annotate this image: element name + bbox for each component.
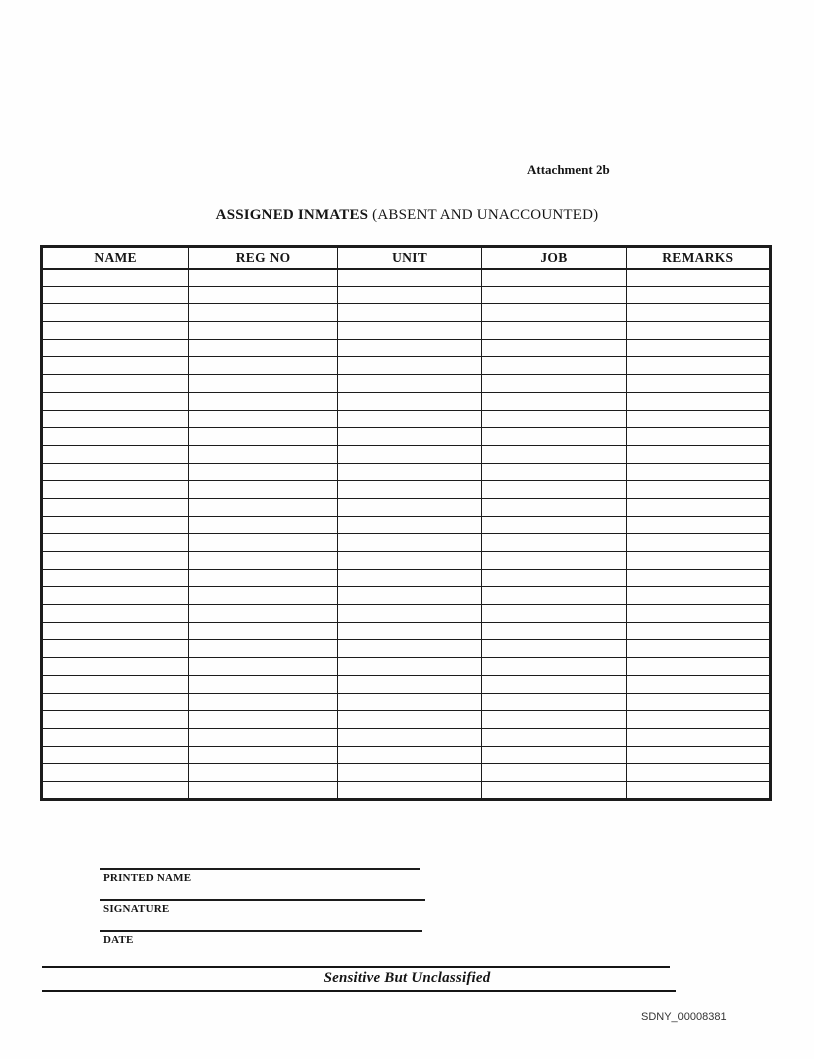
table-cell: [482, 658, 626, 676]
table-cell: [42, 658, 189, 676]
table-cell: [42, 693, 189, 711]
date-line: [100, 930, 422, 932]
table-cell: [482, 622, 626, 640]
table-cell: [626, 781, 770, 799]
table-cell: [42, 622, 189, 640]
table-cell: [42, 640, 189, 658]
table-cell: [189, 516, 338, 534]
table-cell: [189, 498, 338, 516]
table-cell: [337, 711, 481, 729]
table-cell: [626, 463, 770, 481]
table-cell: [626, 746, 770, 764]
table-cell: [626, 357, 770, 375]
table-cell: [42, 711, 189, 729]
table-cell: [626, 498, 770, 516]
table-cell: [337, 569, 481, 587]
table-cell: [482, 463, 626, 481]
sensitivity-banner: Sensitive But Unclassified: [323, 970, 491, 986]
table-cell: [626, 481, 770, 499]
table-cell: [189, 304, 338, 322]
page-title-bold: ASSIGNED INMATES: [215, 207, 369, 223]
table-cell: [482, 693, 626, 711]
table-cell: [189, 339, 338, 357]
table-cell: [42, 728, 189, 746]
page-title-rest: (ABSENT AND UNACCOUNTED): [368, 207, 599, 223]
bates-number: SDNY_00008381: [641, 1011, 727, 1023]
table-cell: [42, 392, 189, 410]
table-cell: [42, 746, 189, 764]
table-row: [42, 658, 771, 676]
table-cell: [337, 410, 481, 428]
table-cell: [626, 640, 770, 658]
table-cell: [337, 764, 481, 782]
table-cell: [337, 428, 481, 446]
table-cell: [42, 534, 189, 552]
table-cell: [337, 746, 481, 764]
table-row: [42, 339, 771, 357]
printed-name-label: PRINTED NAME: [103, 872, 192, 884]
table-cell: [42, 428, 189, 446]
table-row: [42, 569, 771, 587]
table-row: [42, 781, 771, 799]
table-cell: [482, 781, 626, 799]
table-cell: [337, 445, 481, 463]
table-cell: [337, 640, 481, 658]
date-label: DATE: [103, 934, 134, 946]
table-row: [42, 675, 771, 693]
table-cell: [482, 746, 626, 764]
table-cell: [482, 304, 626, 322]
table-cell: [482, 410, 626, 428]
table-row: [42, 375, 771, 393]
table-row: [42, 357, 771, 375]
table-cell: [626, 622, 770, 640]
table-cell: [626, 322, 770, 340]
table-cell: [482, 375, 626, 393]
table-row: [42, 534, 771, 552]
table-cell: [626, 552, 770, 570]
table-cell: [482, 269, 626, 287]
table-cell: [42, 764, 189, 782]
table-row: [42, 410, 771, 428]
table-row: [42, 587, 771, 605]
signature-label: SIGNATURE: [103, 903, 170, 915]
table-cell: [626, 711, 770, 729]
table-cell: [337, 728, 481, 746]
table-cell: [626, 728, 770, 746]
col-header-job: JOB: [482, 247, 626, 269]
table-cell: [189, 534, 338, 552]
table-row: [42, 445, 771, 463]
table-row: [42, 392, 771, 410]
inmates-table-body: [42, 269, 771, 800]
table-cell: [482, 587, 626, 605]
table-cell: [42, 463, 189, 481]
table-cell: [626, 658, 770, 676]
printed-name-line: [100, 868, 420, 870]
table-cell: [337, 463, 481, 481]
table-row: [42, 322, 771, 340]
table-cell: [626, 339, 770, 357]
table-cell: [337, 375, 481, 393]
table-cell: [482, 481, 626, 499]
table-cell: [482, 498, 626, 516]
table-cell: [626, 516, 770, 534]
table-cell: [337, 392, 481, 410]
table-cell: [42, 552, 189, 570]
table-cell: [189, 322, 338, 340]
table-cell: [189, 286, 338, 304]
table-cell: [189, 357, 338, 375]
table-row: [42, 516, 771, 534]
table-row: [42, 552, 771, 570]
table-cell: [626, 693, 770, 711]
table-cell: [482, 392, 626, 410]
table-cell: [482, 286, 626, 304]
table-cell: [42, 516, 189, 534]
table-cell: [482, 516, 626, 534]
table-cell: [626, 675, 770, 693]
table-cell: [626, 375, 770, 393]
table-cell: [337, 269, 481, 287]
table-cell: [42, 375, 189, 393]
table-cell: [42, 605, 189, 623]
table-cell: [482, 605, 626, 623]
table-cell: [626, 764, 770, 782]
table-cell: [42, 410, 189, 428]
table-cell: [189, 746, 338, 764]
table-cell: [189, 569, 338, 587]
table-cell: [626, 534, 770, 552]
table-cell: [189, 605, 338, 623]
table-cell: [626, 410, 770, 428]
table-cell: [189, 587, 338, 605]
table-cell: [626, 605, 770, 623]
footer-rule-top: [42, 966, 670, 968]
table-cell: [189, 269, 338, 287]
table-cell: [189, 658, 338, 676]
table-cell: [42, 781, 189, 799]
table-cell: [626, 445, 770, 463]
table-row: [42, 746, 771, 764]
table-cell: [189, 728, 338, 746]
table-cell: [42, 569, 189, 587]
table-cell: [42, 339, 189, 357]
table-cell: [626, 392, 770, 410]
table-cell: [482, 339, 626, 357]
table-cell: [337, 781, 481, 799]
assigned-inmates-table: [40, 245, 772, 801]
table-row: [42, 693, 771, 711]
table-cell: [189, 781, 338, 799]
table-cell: [42, 498, 189, 516]
table-cell: [482, 640, 626, 658]
table-row: [42, 481, 771, 499]
table-cell: [42, 322, 189, 340]
table-row: [42, 605, 771, 623]
table-cell: [189, 711, 338, 729]
table-cell: [482, 534, 626, 552]
signature-line: [100, 899, 425, 901]
table-cell: [189, 463, 338, 481]
table-cell: [626, 587, 770, 605]
table-row: [42, 728, 771, 746]
table-cell: [42, 304, 189, 322]
table-row: [42, 764, 771, 782]
table-cell: [189, 640, 338, 658]
table-row: [42, 428, 771, 446]
table-cell: [337, 587, 481, 605]
table-cell: [337, 322, 481, 340]
table-row: [42, 286, 771, 304]
table-cell: [189, 675, 338, 693]
table-cell: [337, 357, 481, 375]
table-cell: [337, 534, 481, 552]
table-cell: [482, 675, 626, 693]
table-cell: [626, 286, 770, 304]
table-cell: [626, 428, 770, 446]
attachment-label: Attachment 2b: [527, 162, 610, 177]
table-cell: [189, 410, 338, 428]
table-row: [42, 711, 771, 729]
table-cell: [42, 445, 189, 463]
table-cell: [42, 357, 189, 375]
table-cell: [189, 481, 338, 499]
table-cell: [482, 445, 626, 463]
col-header-remarks: REMARKS: [626, 247, 770, 269]
table-cell: [337, 675, 481, 693]
table-cell: [337, 693, 481, 711]
table-cell: [189, 445, 338, 463]
table-cell: [482, 569, 626, 587]
footer-rule-bottom: [42, 990, 676, 992]
table-row: [42, 498, 771, 516]
table-cell: [42, 286, 189, 304]
table-cell: [337, 552, 481, 570]
table-row: [42, 269, 771, 287]
table-cell: [482, 711, 626, 729]
table-cell: [189, 552, 338, 570]
table-cell: [189, 622, 338, 640]
table-cell: [337, 622, 481, 640]
table-cell: [337, 286, 481, 304]
table-cell: [337, 516, 481, 534]
table-cell: [337, 605, 481, 623]
table-row: [42, 622, 771, 640]
table-cell: [482, 357, 626, 375]
table-cell: [337, 658, 481, 676]
table-cell: [337, 304, 481, 322]
table-cell: [482, 552, 626, 570]
table-cell: [482, 428, 626, 446]
page-title: [0, 207, 814, 224]
table-cell: [42, 587, 189, 605]
table-header-row: [42, 247, 771, 269]
table-cell: [42, 675, 189, 693]
table-cell: [42, 481, 189, 499]
table-cell: [189, 764, 338, 782]
col-header-regno: REG NO: [189, 247, 338, 269]
table-cell: [626, 304, 770, 322]
table-cell: [189, 392, 338, 410]
table-cell: [482, 322, 626, 340]
table-row: [42, 304, 771, 322]
table-cell: [189, 375, 338, 393]
table-cell: [337, 481, 481, 499]
table-cell: [189, 428, 338, 446]
col-header-unit: UNIT: [337, 247, 481, 269]
table-cell: [42, 269, 189, 287]
table-cell: [482, 764, 626, 782]
table-row: [42, 640, 771, 658]
table-row: [42, 463, 771, 481]
table-cell: [337, 498, 481, 516]
col-header-name: NAME: [42, 247, 189, 269]
table-cell: [482, 728, 626, 746]
table-cell: [626, 569, 770, 587]
table-cell: [337, 339, 481, 357]
table-cell: [189, 693, 338, 711]
table-cell: [626, 269, 770, 287]
